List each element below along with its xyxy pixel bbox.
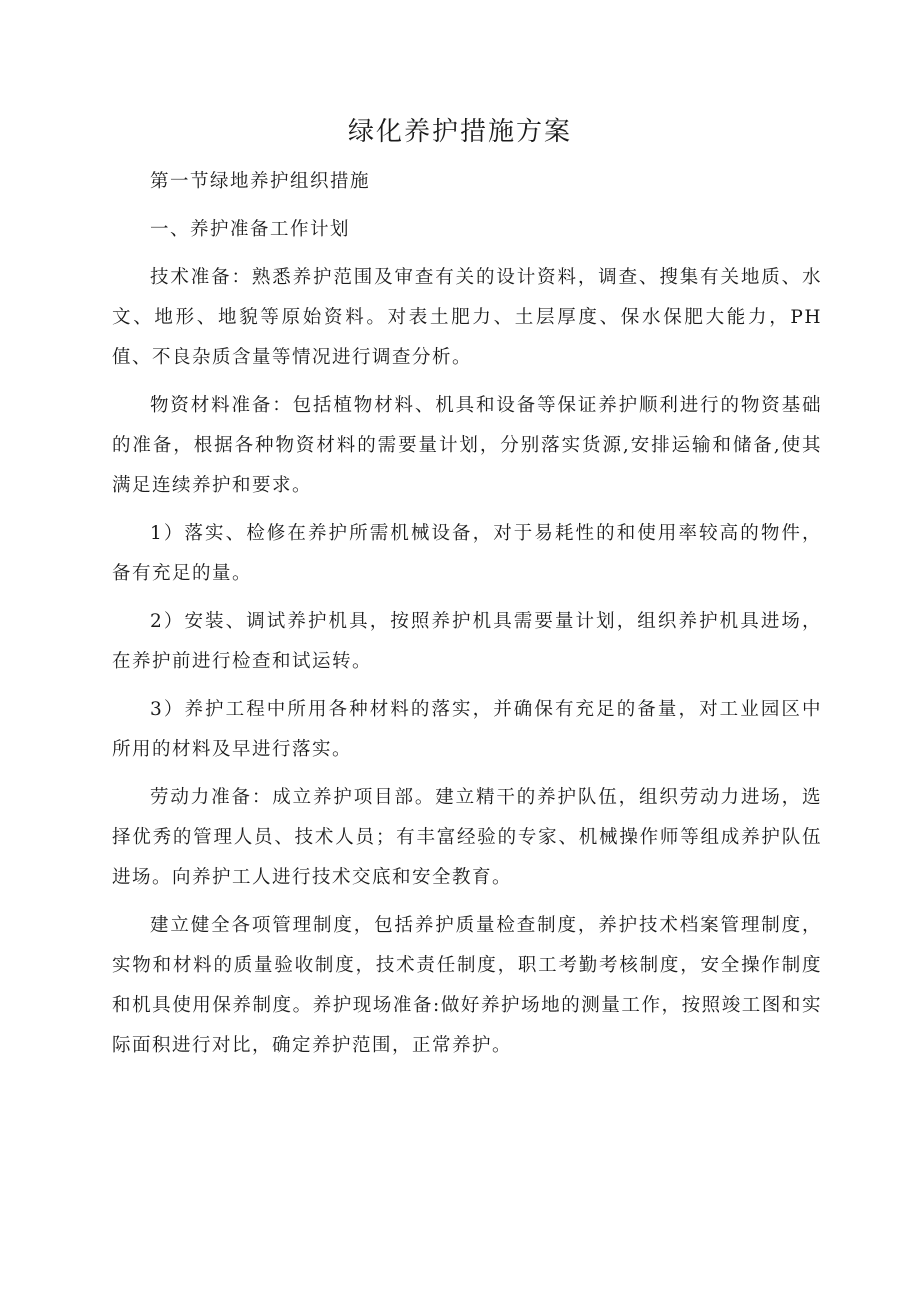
document-body	[112, 162, 822, 1074]
paragraph-technical-preparation: 技术准备：熟悉养护范围及审查有关的设计资料，调查、搜集有关地质、水文、地形、地貌等原始资料。对表土肥力、土层厚度、保水保肥大能力，PH值、不良杂质含量等情况进行调查分析。	[112, 267, 822, 368]
paragraph-item-1: 1）落实、检修在养护所需机械设备，对于易耗性的和使用率较高的物件，备有充足的量。	[112, 523, 822, 584]
paragraph-material-preparation: 物资材料准备：包括植物材料、机具和设备等保证养护顺利进行的物资基础的准备，根据各种物资材料的需要量计划，分别落实货源,安排运输和储备,使其满足连续养护和要求。	[112, 395, 822, 496]
paragraph-management-system: 建立健全各项管理制度，包括养护质量检查制度，养护技术档案管理制度，实物和材料的质量验收制度，技术责任制度，职工考勤考核制度，安全操作制度和机具使用保养制度。养护现场准备:做好养护场地的测量工作，按照竣工图和实际面积进行对比，确定养护范围，正常养护。	[112, 915, 822, 1056]
section-heading: 第一节绿地养护组织措施	[150, 171, 371, 192]
document-title: 绿化养护措施方案	[347, 117, 572, 147]
paragraph-labor-preparation: 劳动力准备：成立养护项目部。建立精干的养护队伍，组织劳动力进场，选择优秀的管理人员、技术人员；有丰富经验的专家、机械操作师等组成养护队伍进场。向养护工人进行技术交底和安全教育。	[112, 787, 822, 888]
paragraph-item-2: 2）安装、调试养护机具，按照养护机具需要量计划，组织养护机具进场，在养护前进行检查和试运转。	[112, 611, 822, 672]
paragraph-item-3: 3）养护工程中所用各种材料的落实，并确保有充足的备量，对工业园区中所用的材料及早进行落实。	[112, 699, 822, 760]
subsection-heading: 一、养护准备工作计划	[150, 219, 351, 240]
